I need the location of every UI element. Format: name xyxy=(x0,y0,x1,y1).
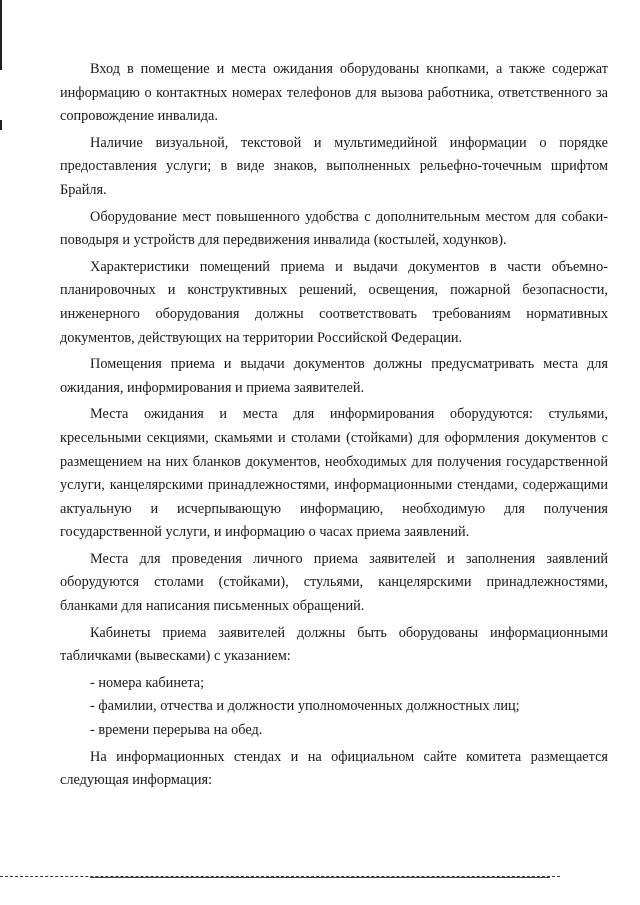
paragraph-visual-info: Наличие визуальной, текстовой и мультимедийной информации о порядке предоставления услуги; в виде знаков, выполненных рельефно-точечным шрифтом Брайля. xyxy=(60,134,608,198)
scan-edge-mark xyxy=(0,120,2,130)
paragraph-premises-places: Помещения приема и выдачи документов должны предусматривать места для ожидания, информирования и приема заявителей. xyxy=(60,356,608,396)
footer-rule xyxy=(90,877,550,878)
document-body xyxy=(60,58,608,796)
paragraph-info-stands: На информационных стендах и на официальном сайте комитета размещается следующая информация: xyxy=(60,748,608,789)
paragraph-entrance: Вход в помещение и места ожидания оборудованы кнопками, а также содержат информацию о контактных номерах телефонов для вызова работника, ответственного за сопровождение инвалида. xyxy=(60,61,608,125)
list-item: - номера кабинета; xyxy=(90,674,205,691)
paragraph-waiting-places: Места ожидания и места для информирования оборудуются: стульями, кресельными секциями, скамьями и столами (стойками) для оформления документов с размещением на них бланков документов, необходимых для получения государственной услуги, канцелярскими принадлежностями, информационными стендами, содержащими актуальную и исчерпывающую информацию, необходимую для получения государственной услуги, и информацию о часах приема заявлений. xyxy=(60,406,608,541)
list-item: - фамилии, отчества и должности уполномоченных должностных лиц; xyxy=(90,698,520,715)
paragraph-offices: Кабинеты приема заявителей должны быть оборудованы информационными табличками (вывесками) с указанием: xyxy=(60,624,608,665)
paragraph-premises-characteristics: Характеристики помещений приема и выдачи документов в части объемно-планировочных и конструктивных решений, освещения, пожарной безопасности, инженерного оборудования должны соответствовать требованиям нормативных документов, действующих на территории Российской Федерации. xyxy=(60,258,608,346)
scan-edge-mark xyxy=(0,0,2,70)
paragraph-guide-dog: Оборудование мест повышенного удобства с дополнительным местом для собаки-поводыря и устройств для передвижения инвалида (костылей, ходунков). xyxy=(60,208,608,249)
list-item: - времени перерыва на обед. xyxy=(90,722,263,739)
paragraph-personal-reception: Места для проведения личного приема заявителей и заполнения заявлений оборудуются столами (стойками), стульями, канцелярскими принадлежностями, бланками для написания письменных обращений. xyxy=(60,550,608,615)
